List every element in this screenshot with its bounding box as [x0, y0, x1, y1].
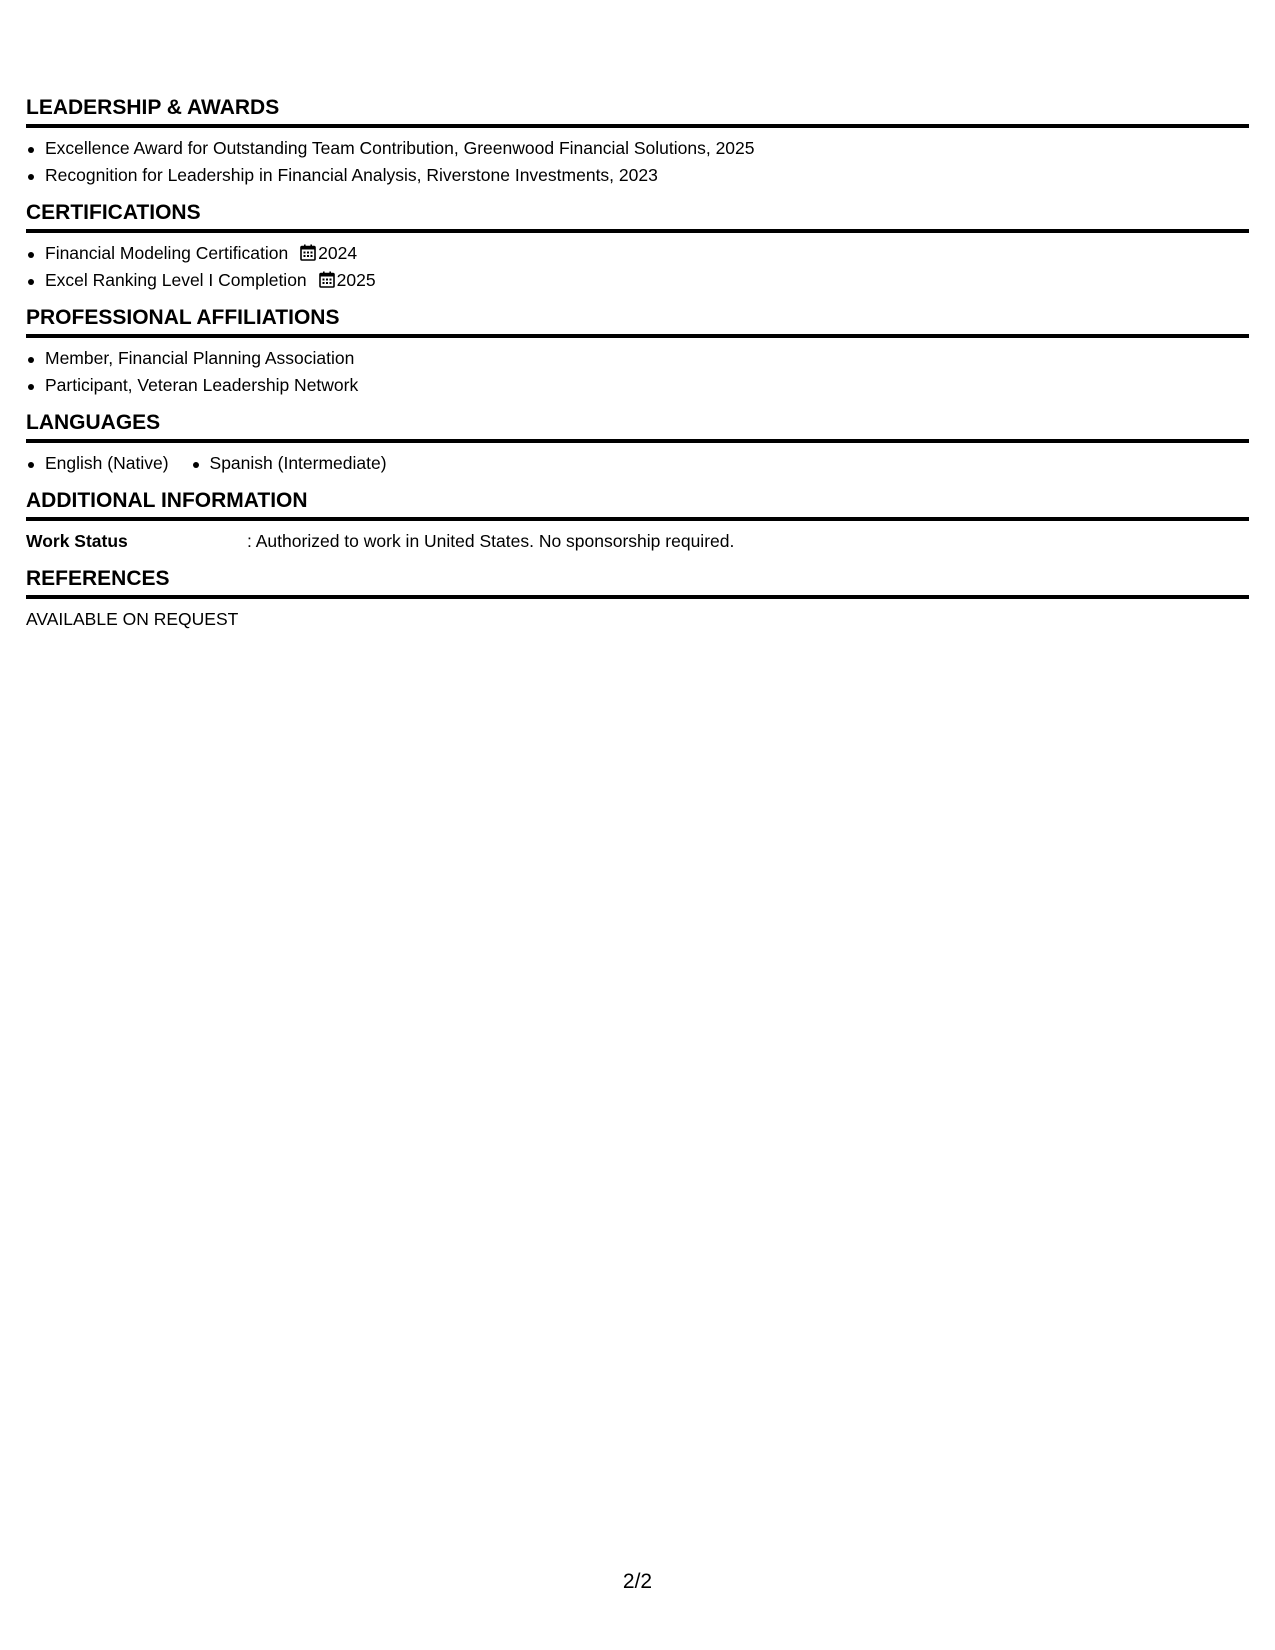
affiliations-list	[26, 345, 1249, 399]
section-title-certifications: CERTIFICATIONS	[26, 201, 1249, 233]
languages-list	[26, 450, 1249, 477]
certification-item	[26, 240, 1249, 267]
certification-year: 2024	[318, 243, 358, 263]
work-status-label: Work Status	[26, 531, 128, 551]
certifications-section	[26, 201, 1249, 294]
list-item: Member, Financial Planning Association	[26, 345, 1249, 372]
section-title-languages: LANGUAGES	[26, 411, 1249, 443]
work-status-row	[26, 528, 1249, 555]
work-status-value: : Authorized to work in United States. No sponsorship required.	[247, 531, 735, 551]
list-item: Participant, Veteran Leadership Network	[26, 372, 1249, 399]
section-title-additional-information: ADDITIONAL INFORMATION	[26, 489, 1249, 521]
section-title-leadership-awards: LEADERSHIP & AWARDS	[26, 96, 1249, 128]
leadership-awards-list	[26, 135, 1249, 189]
references-section	[26, 567, 1249, 633]
professional-affiliations-section	[26, 306, 1249, 399]
additional-information-section	[26, 489, 1249, 555]
section-title-references: REFERENCES	[26, 567, 1249, 599]
references-text: AVAILABLE ON REQUEST	[26, 609, 239, 629]
resume-page	[26, 96, 1249, 645]
leadership-awards-section	[26, 96, 1249, 189]
section-title-professional-affiliations: PROFESSIONAL AFFILIATIONS	[26, 306, 1249, 338]
certification-name: Excel Ranking Level I Completion	[45, 270, 307, 290]
language-item: English (Native)	[26, 450, 169, 477]
calendar-icon	[300, 244, 316, 261]
calendar-icon	[319, 271, 335, 288]
language-item: Spanish (Intermediate)	[191, 450, 387, 477]
certifications-list	[26, 240, 1249, 294]
certification-year: 2025	[336, 270, 376, 290]
certification-item	[26, 267, 1249, 294]
certification-name: Financial Modeling Certification	[45, 243, 289, 263]
page-number: 2/2	[622, 1570, 653, 1593]
list-item: Excellence Award for Outstanding Team Contribution, Greenwood Financial Solutions, 2025	[26, 135, 1249, 162]
list-item: Recognition for Leadership in Financial Analysis, Riverstone Investments, 2023	[26, 162, 1249, 189]
languages-section	[26, 411, 1249, 477]
